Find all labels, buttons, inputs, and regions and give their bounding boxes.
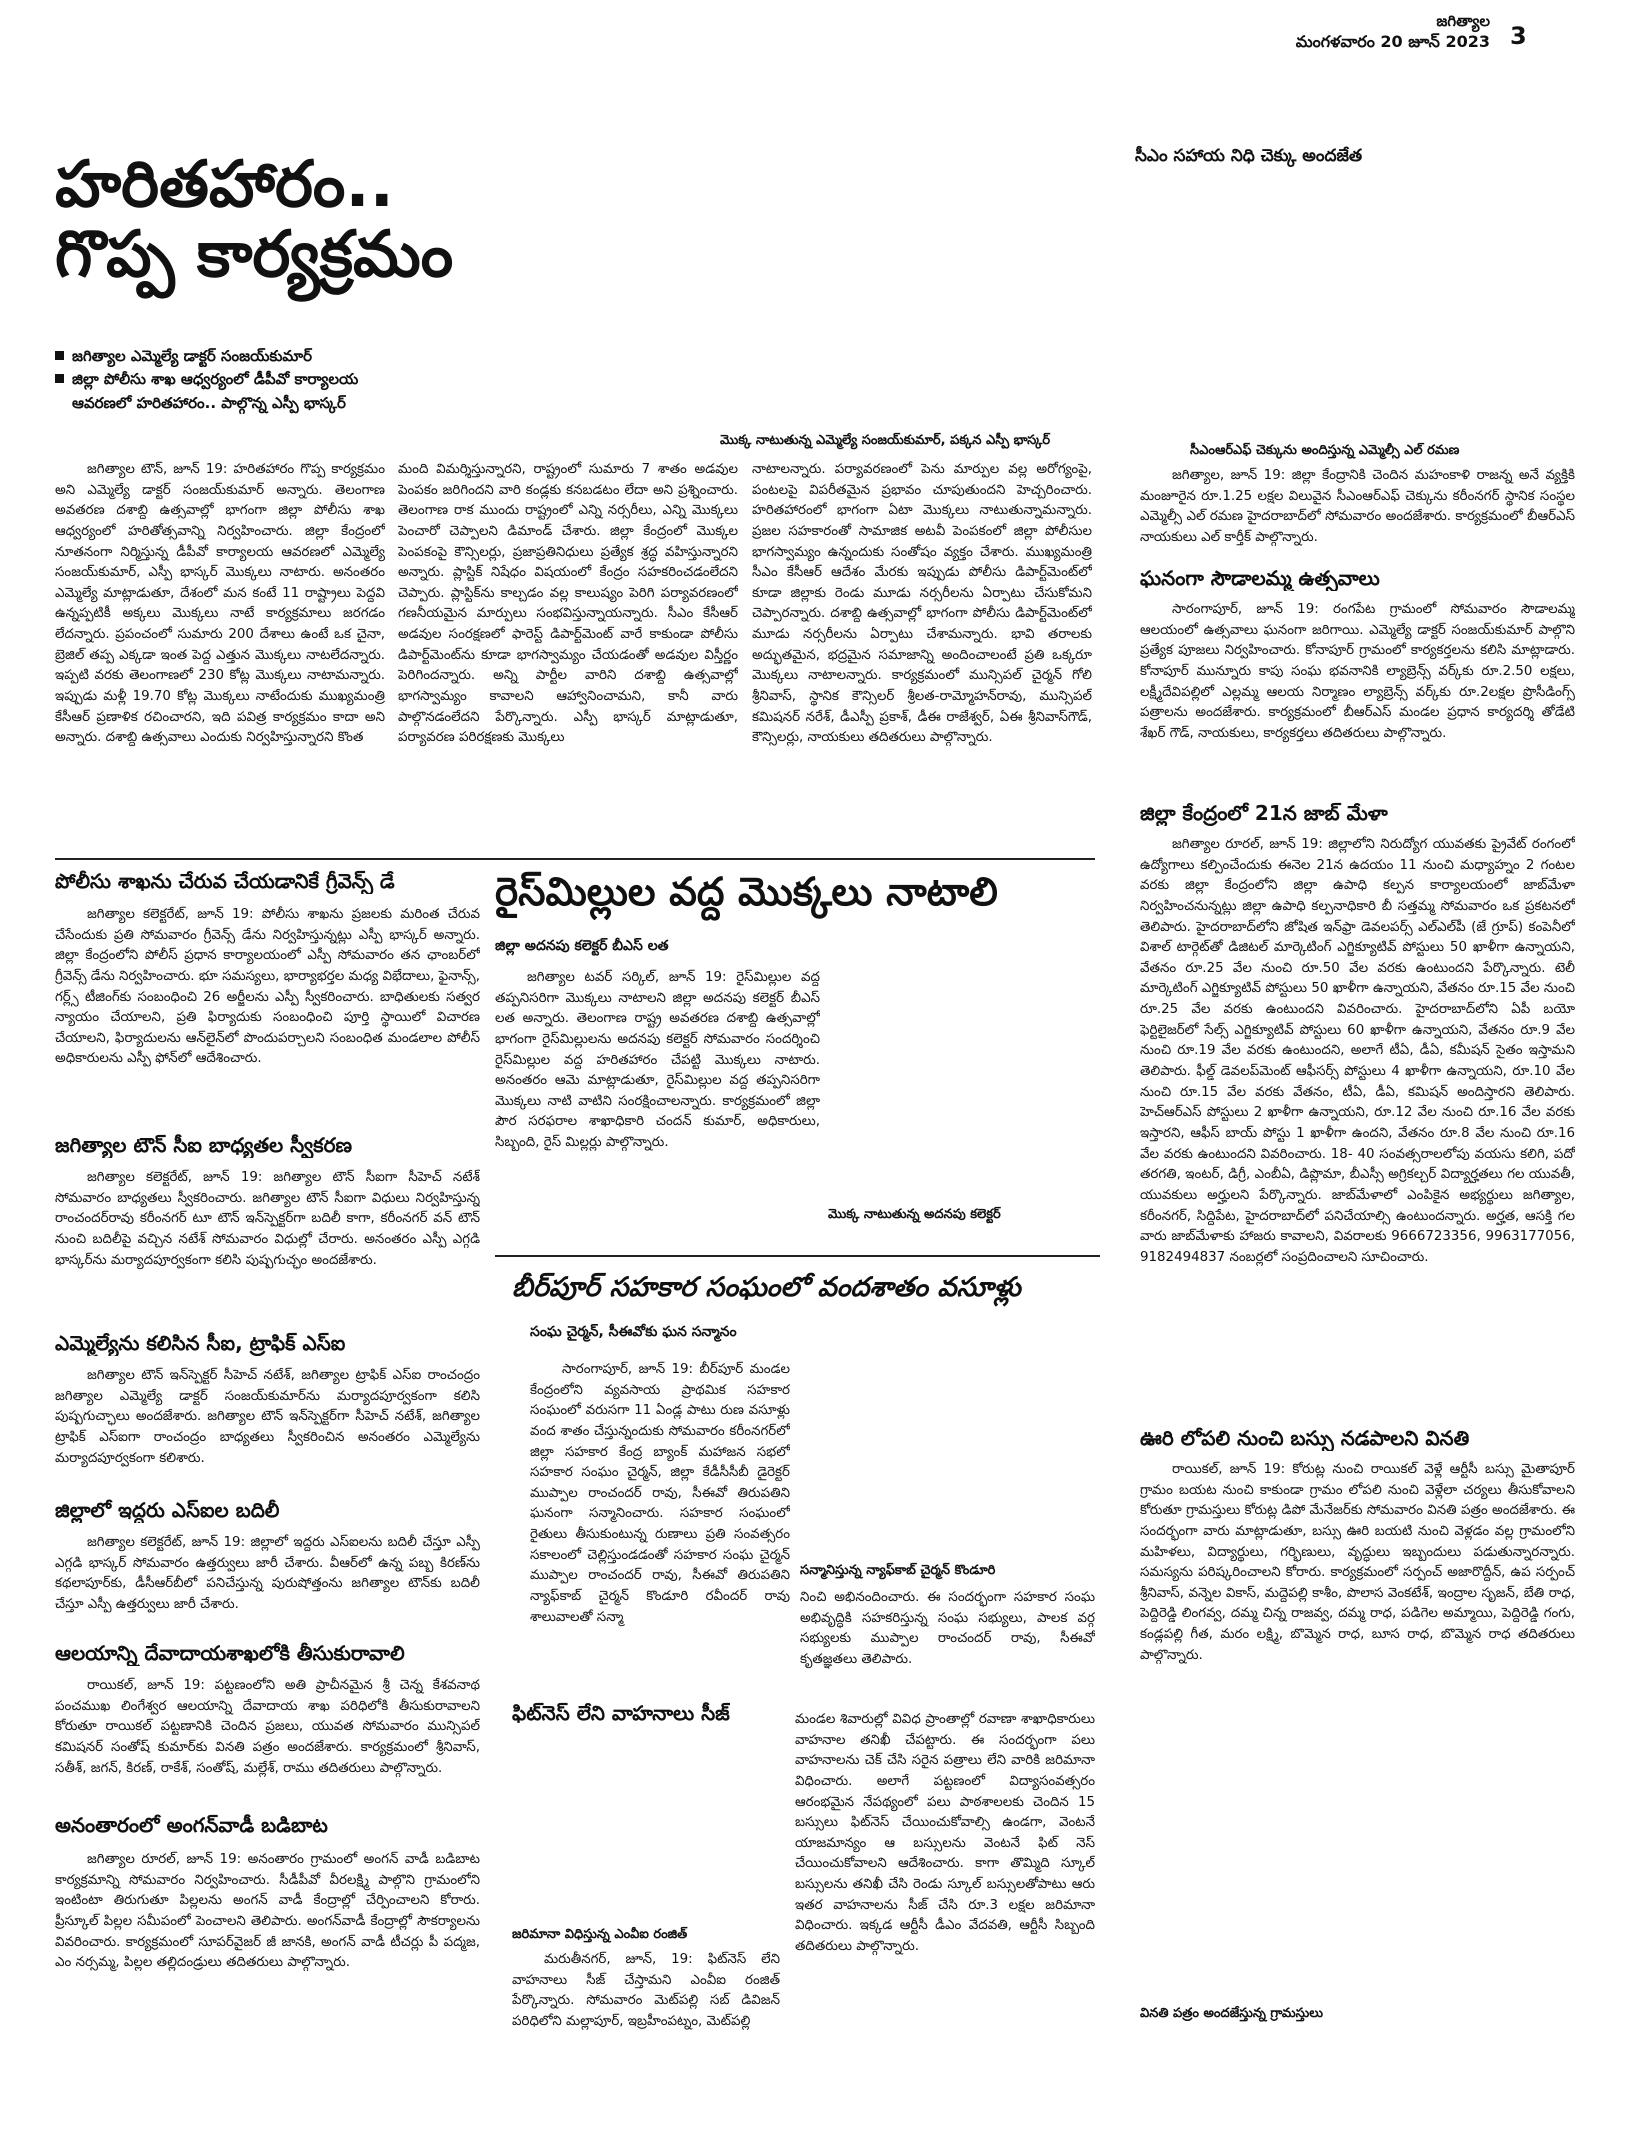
edition-name: జగిత్యాల (1436, 12, 1490, 30)
bullet-item: జగిత్యాల ఎమ్మెల్యే డాక్టర్‌ సంజయ్‌కుమార్‌ (55, 345, 358, 368)
rice-mill-headline: రైస్‌మిల్లుల వద్ద మొక్కలు నాటాలి (495, 870, 998, 915)
issue-date: మంగళవారం 20 జూన్‌ 2023 (1295, 31, 1490, 51)
main-story-col1: జగిత్యాల టౌన్‌, జూన్‌ 19: హరితహారం గొప్ప కార్యక్రమం అని ఎమ్మెల్యే డాక్టర్‌ సంజయ్‌కుమార్‌ అన్నారు. తెలంగాణ అవతరణ దశాబ్ది ఉత్సవాల్లో భాగంగా జిల్లా పోలీసు శాఖ ఆధ్వర్యంలో హరితోత్సవాన్ని నిర్వహించారు. జిల్లా కేంద్రంలో నూతనంగా నిర్మిస్తున్న డీపీవో కార్యాలయ ఆవరణలో ఎమ్మెల్యే సంజయ్‌కుమార్‌, ఎస్పీ భాస్కర్‌ మొక్కలు నాటారు. అనంతరం ఎమ్మెల్యే మాట్లాడుతూ, దేశంలో మన కంటే 11 రాష్ట్రాలు పెద్దవి ఉన్నప్పటికీ అక్కలు మొక్కలు నాటే కార్యక్రమాలు జరగడం లేదన్నారు. ప్రపంచంలో సుమారు 200 దేశాలు ఉంటే ఒక చైనా, బ్రెజిల్‌ తప్ప ఎక్కడా ఇంత పెద్ద ఎత్తున మొక్కలు నాటలేదన్నారు. ఇప్పటి వరకు తెలంగాణలో 230 కోట్ల మొక్కలు నాటామన్నారు. ఇప్పుడు మళ్లీ 19.70 కోట్ల మొక్కలు నాటేందుకు ముఖ్యమంత్రి కేసీఆర్‌ ప్రణాళిక రచించారని, ఇది పవిత్ర కార్యక్రమం కాదా అని అన్నారు. దశాబ్ది ఉత్సవాలు ఎందుకు నిర్వహిస్తున్నారని కొంత (55, 462, 385, 746)
anganwadi-body: జగిత్యాల రూరల్‌, జూన్‌ 19: అనంతారం గ్రామంలో అంగన్‌ వాడీ బడిబాట కార్యక్రమాన్ని సోమవారం నిర్వహించారు. సీడీపీవో వీరలక్ష్మి పాల్గొని గ్రామంలోని ఇంటింటా తిరుగుతూ పిల్లలను అంగన్‌ వాడీ కేంద్రాల్లో చేర్పించాలని కోరారు. ప్రీస్కూల్‌ పిల్లల సమీపంలో పెంచాలని తెలిపారు. అంగన్‌వాడీ కేంద్రాల్లో సౌకర్యాలను వివరించారు. కార్యక్రమంలో సూపర్‌వైజర్‌ జీ జానకి, అంగన్‌ వాడీ టీచర్లు పీ పద్మజ, ఎం నర్సమ్మ, పిల్లల తల్లిదండ్రులు తదితరులు పాల్గొన్నారు. (55, 1852, 480, 1971)
beerpur-col1: సారంగాపూర్‌, జూన్‌ 19: బీర్‌పూర్‌ మండల కేంద్రంలోని వ్యవసాయ ప్రాథమిక సహకార సంఘంలో వరుసగా 11 ఏండ్ల పాటు రుణ వసూళ్లు వంద శాతం చేస్తున్నందుకు సోమవారం కరీంనగర్‌లో జిల్లా సహకార కేంద్ర బ్యాంక్‌ మహాజన సభలో సహకార సంఘం చైర్మన్‌, జిల్లా కేడీసీసీబీ డైరెక్టర్‌ ముప్పాల రాంచందర్‌ రావు, సీఈవో తిరుపతిని ఘనంగా సన్మానించారు. సహకార సంఘంలో రైతులు తీసుకుంటున్న రుణాలు ప్రతి సంవత్సరం సకాలంలో చెల్లిస్తుండడంతో సహకార సంఘ చైర్మన్‌ ముప్పాల రాంచందర్‌ రావు, సీఈవో తిరుపతిని న్యాఫ్‌కాబ్‌ చైర్మన్‌ కొండూరి రవీందర్‌ రావు శాలువాలతో సన్మా (530, 1362, 790, 1625)
bus-body: రాయికల్‌, జూన్‌ 19: కోరుట్ల నుంచి రాయికల్‌ వెళ్లే ఆర్టీసీ బస్సు మైతాపూర్‌ గ్రామం బయట నుంచి కాకుండా గ్రామం లోపలి నుంచి వెళ్లేలా చర్యలు తీసుకోవాలని కోరుతూ గ్రామస్తులు కోరుట్ల డిపో మేనేజర్‌కు సోమవారం వినతి పత్రం అందజేశారు. ఈ సందర్భంగా వారు మాట్లాడుతూ, బస్సు ఊరి బయటి నుంచి వెళ్లడం వల్ల గ్రామంలోని మహిళలు, విద్యార్థులు, గర్భిణులు, వృద్ధులు ఇబ్బందులు పడుతున్నారన్నారు. సమస్యను పరిష్కరించాలని కోరారు. కార్యక్రమంలో సర్పంచ్‌ అజారొద్దీన్‌, ఉప సర్పంచ్‌ శ్రీనివాస్‌, వన్నెల వికాస్‌, మద్దెపల్లి కాశీం, పొలాస వెంకటేశ్‌, ఇంద్రాల సృజన్‌, బేతి రాధ, పెద్దిరెడ్డి లింగవ్వ, దమ్మ చిన్న రాజవ్వ, దమ్మ రాధ, పడిగెల అమ్మాయి, పెద్దిరెడ్డి గంగు, కండ్లపల్లి గీత, మరం లక్ష్మి, బొమ్మెన రాధ, బూస రాధ, బొమ్మెన రాధ తదితరులు పాల్గొన్నారు. (1140, 1462, 1575, 1663)
rice-mill-photo-caption: మొక్క నాటుతున్న అదనపు కలెక్టర్‌ (828, 1207, 1001, 1222)
festival-heading: ఘనంగా సౌడాలమ్మ ఉత్సవాలు (1140, 566, 1380, 590)
cmrf-body: జగిత్యాల, జూన్‌ 19: జిల్లా కేంద్రానికి చెందిన మహంకాళి రాజన్న అనే వ్యక్తికి మంజూరైన రూ.1.25 లక్షల విలువైన సీఎంఆర్‌ఎఫ్‌ చెక్కును కరీంనగర్‌ స్థానిక సంస్థల ఎమ్మెల్సీ ఎల్‌ రమణ హైదరాబాద్‌లో సోమవారం అందజేశారు. కార్యక్రమంలో బీఆర్‌ఎస్‌ నాయకులు ఎల్‌ కార్తీక్‌ పాల్గొన్నారు. (1140, 468, 1575, 545)
beerpur-subhead: సంఘ చైర్మన్‌, సీఈవోకు ఘన సన్మానం (530, 1324, 737, 1340)
job-mela-body: జగిత్యాల రూరల్‌, జూన్‌ 19: జిల్లాలోని నిరుద్యోగ యువతకు ప్రైవేట్‌ రంగంలో ఉద్యోగాలు కల్పించేందుకు ఈనెల 21న ఉదయం 11 నుంచి మధ్యాహ్నం 2 గంటల వరకు జిల్లా కేంద్రంలోని జిల్లా ఉపాధి కల్పన కార్యాలయంలో జాబ్‌మేళా నిర్వహించనున్నట్లు జిల్లా ఉపాధి కల్పనాధికారి బీ సత్తమ్మ సోమవారం ఒక ప్రకటనలో తెలిపారు. హైదరాబాద్‌లోని జోషిత ఇన్‌ఫ్రా డెవలపర్స్‌ ఎల్‌ఎల్‌పీ (జే గ్రూప్‌) కంపెనీలో విశాల్‌ టార్గెట్‌తో డిజిటల్‌ మార్కెటింగ్‌ ఎగ్జిక్యూటివ్‌ పోస్టులు 50 ఖాళీగా ఉన్నాయని, వేతనం రూ.25 వేల నుంచి రూ.50 వేల వరకు ఉంటుందని పేర్కొన్నారు. టెలీ మార్కెటింగ్‌ ఎగ్జిక్యూటివ్‌ పోస్టులు 50 ఖాళీగా ఉన్నాయని, వేతనం రూ.15 వేల నుంచి రూ.25 వేల వరకు ఉంటుందని వివరించారు. హైదరాబాద్‌లోని ఏపీ బయో ఫెర్టిలైజర్‌లో సేల్స్‌ ఎగ్జిక్యూటివ్‌ పోస్టులు 60 ఖాళీగా ఉన్నాయని, వేతనం రూ.9 వేల నుంచి రూ.19 వేల వరకు ఉంటుందని, అలాగే టీఏ, డీఏ, కమీషన్‌ సైతం ఇస్తామని తెలిపారు. ఫీల్డ్‌ డెవలప్‌మెంట్‌ ఆఫీసర్స్‌ పోస్టులు 4 ఖాళీగా ఉన్నాయని, రూ.10 వేల నుంచి రూ.15 వేల వరకు వేతనం, టీఏ, డీఏ, కమిషన్‌ అందిస్తారని తెలిపారు. హెచ్‌ఆర్‌ఎస్‌ పోస్టులు 2 ఖాళీగా ఉన్నాయని, రూ.12 వేల నుంచి రూ.16 వేల వరకు ఇస్తారని, ఆఫీస్‌ బాయ్‌ పోస్టు 1 ఖాళీగా ఉందని, వేతనం రూ.8 వేల నుంచి రూ.16 వేల వరకు ఉంటుందని వివరించారు. 18- 40 సంవత్సరాలలోపు వయసు కలిగి, పదో తరగతి, ఇంటర్‌, డిగ్రీ, ఎంబీఏ, డిప్లొమా, బీఎస్సీ అగ్రికల్చర్‌ విద్యార్హతలు గల యువతీ, యువకులు అర్హులని పేర్కొన్నారు. జాబ్‌మేళాలో ఎంపికైన అభ్యర్థులు జగిత్యాల, కరీంనగర్‌, సిద్దిపేట, హైదరాబాద్‌లో పనిచేయాల్సి ఉంటుందన్నారు. అర్హత, ఆసక్తి గల వారు జాబ్‌మేళాకు హాజరు కావాలని, వివరాలకు 9666723356, 9963177056, 9182494837 నంబర్లలో సంప్రదించాలని సూచించారు. (1140, 837, 1575, 1265)
section-divider (55, 858, 1095, 860)
vehicle-photo-caption: జరిమానా విధిస్తున్న ఎంవీఐ రంజిత్‌ (512, 1927, 688, 1942)
bullet-item: జిల్లా పోలీసు శాఖ ఆధ్వర్యంలో డీపీవో కార్యాలయ (55, 368, 358, 391)
vehicle-col2: మండల శివారుల్లో వివిధ ప్రాంతాల్లో రవాణా శాఖాధికారులు వాహనాల తనిఖీ చేపట్టారు. ఈ సందర్భంగా పలు వాహనాలను చెక్‌ చేసి సరైన పత్రాలు లేని వారికి జరిమానా విధించారు. అలాగే పట్టణంలో విద్యాసంవత్సరం ఆరంభమైన నేపథ్యంలో పలు పాఠశాలలకు చెందిన 15 బస్సులు ఫిట్‌నెస్‌ చేయించుకోవాల్సి ఉండగా, వెంటనే యాజమాన్యం ఆ బస్సులను వెంటనే ఫిట్‌ నెస్‌ చేయించుకోవాలని ఆదేశించారు. కాగా తొమ్మిది స్కూల్‌ బస్సులను తనిఖీ చేసి రెండు స్కూల్‌ బస్సులతోపాటు ఆరు ఇతర వాహనాలను సీజ్‌ చేసి రూ.3 లక్షల జరిమానా విధించారు. ఇక్కడ ఆర్టీసీ డీఎం వేదవతి, ఆర్టీసీ సిబ్బంది తదితరులు పాల్గొన్నారు. (795, 1712, 1095, 1955)
page-number: 3 (1510, 22, 1527, 50)
grievance-body: జగిత్యాల కలెక్టరేట్‌, జూన్‌ 19: పోలీసు శాఖను ప్రజలకు మరింత చేరువ చేసేందుకు ప్రతి సోమవారం గ్రీవెన్స్‌ డేను నిర్వహిస్తున్నట్లు ఎస్పీ భాస్కర్‌ అన్నారు. జిల్లా కేంద్రంలోని పోలీస్‌ ప్రధాన కార్యాలయంలో ఎస్పీ సోమవారం తన ఛాంబర్‌లో గ్రీవెన్స్‌ డేను నిర్వహించారు. భూ సమస్యలు, భార్యాభర్తల మధ్య విభేదాలు, ఫైనాన్స్‌, గర్ల్స్‌ టీజింగ్‌కు సంబంధించి 26 అర్జీలను ఎస్పీ స్వీకరించారు. బాధితులకు సత్వర న్యాయం చేయాలని, ప్రతి ఫిర్యాదుకు సంబంధించి పూర్తి స్థాయిలో విచారణ చేయాలని, ఫిర్యాదులను ఆన్‌లైన్‌లో పొందుపర్చాలని సంబంధిత మండలాల పోలీస్‌ అధికారులను ఎస్పీ ఫోన్‌లో ఆదేశించారు. (55, 907, 480, 1067)
job-mela-heading: జిల్లా కేంద్రంలో 21న జాబ్‌ మేళా (1140, 801, 1388, 825)
masthead (1140, 12, 1490, 52)
main-headline (55, 150, 453, 291)
bullet-square-icon (55, 374, 64, 383)
si-transfer-heading: జిల్లాలో ఇద్దరు ఎస్‌ఐల బదిలీ (55, 1498, 280, 1522)
bullet-square-icon (55, 351, 64, 360)
main-headline-line1: హరితహారం.. (55, 148, 394, 222)
festival-body: సారంగాపూర్‌, జూన్‌ 19: రంగపేట గ్రామంలో సోమవారం సౌడాలమ్మ ఆలయంలో ఉత్సవాలు ఘనంగా జరిగాయి. ఎమ్మెల్యే డాక్టర్‌ సంజయ్‌కుమార్‌ పాల్గొని ప్రత్యేక పూజలు నిర్వహించారు. కోనాపూర్‌ గ్రామంలో కార్యకర్తలను కలిసి మాట్లాడారు. కోనాపూర్‌ మున్నూరు కాపు సంఘ భవనానికి ల్యాబ్రెన్స్‌ వర్క్‌కు రూ.2.50 లక్షలు, లక్ష్మీదేవిపల్లిలో ఎల్లమ్మ ఆలయ నిర్మాణం ల్యాబ్రెన్స్‌ వర్క్‌కు రూ.2లక్షల ప్రొసీడింగ్స్‌ పత్రాలను అందజేశారు. కార్యక్రమంలో బీఆర్‌ఎస్‌ మండల ప్రధాన కార్యదర్శి తోడేటి శేఖర్‌ గౌడ్‌, నాయకులు, కార్యకర్తలు తదితరులు పాల్గొన్నారు. (1140, 602, 1575, 741)
temple-body: రాయికల్‌, జూన్‌ 19: పట్టణంలోని అతి ప్రాచీనమైన శ్రీ చెన్న కేశవనాథ పంచముఖ లింగేశ్వర ఆలయాన్ని దేవాదాయ శాఖ పరిధిలోకి తీసుకురావాలని కోరుతూ రాయికల్‌ పట్టణానికి చెందిన ప్రజలు, యువత సోమవారం మున్సిపల్‌ కమిషనర్‌ సంతోష్‌ కుమార్‌కు వినతి పత్రం అందజేశారు. కార్యక్రమంలో శ్రీనివాస్‌, సతీశ్‌, జగన్‌, కిరణ్‌, రాకేశ్‌, సంతోష్‌, మల్లేశ్‌, రాము తదితరులు పాల్గొన్నారు. (55, 1678, 480, 1776)
rice-mill-subhead: జిల్లా అదనపు కలెక్టర్‌ బీఎస్‌ లత (495, 938, 669, 954)
vehicle-headline: ఫిట్‌నెస్‌ లేని వాహనాలు సీజ్‌ (512, 1701, 730, 1725)
temple-heading: ఆలయాన్ని దేవాదాయశాఖలోకి తీసుకురావాలి (55, 1641, 405, 1665)
mla-meet-heading: ఎమ్మెల్యేను కలిసిన సీఐ, ట్రాఫిక్‌ ఎస్‌ఐ (55, 1331, 346, 1355)
si-transfer-body: జగిత్యాల కలెక్టరేట్‌, జూన్‌ 19: జిల్లాలో ఇద్దరు ఎస్‌ఐలను బదిలీ చేస్తూ ఎస్పీ ఎగ్గడి భాస్కర్‌ సోమవారం ఉత్తర్వులు జారీ చేశారు. వీఆర్‌లో ఉన్న పబ్బ కిరణ్‌ను కథలాపూర్‌కు, డీసీఆర్‌బీలో పనిచేస్తున్న పురుషోత్తంను జగిత్యాల టౌన్‌కు బదిలీ చేస్తూ ఎస్పీ ఉత్తర్వులు జారీ చేశారు. (55, 1535, 480, 1612)
ci-body: జగిత్యాల కలెక్టరేట్‌, జూన్‌ 19: జగిత్యాల టౌన్‌ సీఐగా సీహెచ్‌ నటేశ్‌ సోమవారం బాధ్యతలు స్వీకరించారు. జగిత్యాల టౌన్‌ సీఐగా విధులు నిర్వహిస్తున్న రాంచందర్‌రావు కరీంనగర్‌ టూ టౌన్‌ ఇన్‌స్పెక్టర్‌గా బదిలీ కాగా, కరీంనగర్‌ వన్‌ టౌన్‌ నుంచి బదిలీపై వచ్చిన నటేశ్‌ సోమవారం విధుల్లో చేరారు. అనంతరం ఎస్పీ ఎగ్గడి భాస్కర్‌ను మర్యాదపూర్వకంగా కలిసి పుష్పగుచ్ఛం అందజేశారు. (55, 1170, 480, 1268)
grievance-heading: పోలీసు శాఖను చేరువ చేయడానికే గ్రీవెన్స్‌ డే (55, 869, 395, 893)
section-divider (495, 1255, 1100, 1257)
bullet-item: ఆవరణలో హరితహారం.. పాల్గొన్న ఎస్పీ భాస్కర్‌ (72, 393, 346, 412)
beerpur-col2: నించి అభినందించారు. ఈ సందర్భంగా సహకార సంఘ అభివృద్ధికి సహకరిస్తున్న సంఘ సభ్యులు, పాలక వర్గ సభ్యులకు ముప్పాల రాంచందర్‌ రావు, సీఈవో కృతజ్ఞతలు తెలిపారు. (800, 1590, 1095, 1667)
beerpur-headline: బీర్‌పూర్‌ సహకార సంఘంలో వందశాతం వసూళ్లు (512, 1272, 1021, 1303)
mla-meet-body: జగిత్యాల టౌన్‌ ఇన్‌స్పెక్టర్‌ సీహెచ్‌ నటేశ్‌, జగిత్యాల ట్రాఫిక్‌ ఎస్‌ఐ రాంచంద్రం జగిత్యాల ఎమ్మెల్యే డాక్టర్‌ సంజయ్‌కుమార్‌ను మర్యాదపూర్వకంగా కలిసి పుష్పగుచ్ఛాలు అందజేశారు. జగిత్యాల టౌన్‌ ఇన్‌స్పెక్టర్‌గా సీహెచ్‌ నటేశ్‌, జగిత్యాల ట్రాఫిక్‌ ఎస్‌ఐగా రాంచంద్రం బాధ్యతలు స్వీకరించిన అనంతరం ఎమ్మెల్యేను మర్యాదపూర్వకంగా కలిశారు. (55, 1368, 480, 1466)
bus-photo-caption: వినతి పత్రం అందజేస్తున్న గ్రామస్తులు (1140, 2006, 1324, 2021)
main-story-col2: మంది విమర్శిస్తున్నారని, రాష్ట్రంలో సుమారు 7 శాతం అడవుల పెంపకం జరిగిందని వారి కండ్లకు కనబడటం లేదా అని ప్రశ్నించారు. తెలంగాణ రాక ముందు రాష్ట్రంలో ఎన్ని నర్సరీలు, ఎన్ని మొక్కలు పెంచారో చెప్పాలని డిమాండ్‌ చేశారు. జిల్లా కేంద్రంలో మొక్కల పెంపకంపై కౌన్సిలర్లు, ప్రజాప్రతినిధులు ప్రత్యేక శ్రద్ధ వహిస్తున్నారని అన్నారు. ప్లాస్టిక్‌ నిషేధం విషయంలో కేంద్రం సహకరించడంలేదని చెప్పారు. ప్లాస్టిక్‌ను కాల్చడం వల్ల కాలుష్యం పెరిగి పర్యావరణంలో గణనీయమైన మార్పులు సంభవిస్తున్నాయన్నారు. సీఎం కేసీఆర్‌ అడవుల సంరక్షణలో ఫారెస్ట్‌ డిపార్ట్‌మెంట్‌ వారే కాకుండా పోలీసు డిపార్ట్‌మెంట్‌ను కూడా భాగస్వామ్యం చేయడంతో అడవుల విస్తీర్ణం పెరిగిందన్నారు. అన్ని పార్టీల వారిని దశాబ్ది ఉత్సవాల్లో భాగస్వామ్యం కావాలని ఆహ్వానించామని, కానీ వారు పాల్గొనడంలేదని పేర్కొన్నారు. ఎస్పీ భాస్కర్‌ మాట్లాడుతూ, పర్యావరణ పరిరక్షణకు మొక్కలు (398, 462, 738, 746)
main-story-col3: నాటాలన్నారు. పర్యావరణంలో పెను మార్పుల వల్ల అరోగ్యంపై, పంటలపై విపరీతమైన ప్రభావం చూపుతుందని హెచ్చరించారు. హరితహారంలో భాగంగా ఏటా మొక్కలు నాటుతున్నామన్నారు. ప్రజల సహకారంతో సామాజిక అటవీ పెంపకంలో జిల్లా పోలీసుల భాగస్వామ్యం ఉన్నందుకు సంతోషం వ్యక్తం చేశారు. ముఖ్యమంత్రి సీఎం కేసీఆర్‌ ఆదేశం మేరకు ఇప్పుడు పోలీసు డిపార్ట్‌మెంట్‌లో కూడా జిల్లాకు రెండు మూడు నర్సరీలను ఏర్పాటు చేసుకోమని చెప్పారన్నారు. దశాబ్ది ఉత్సవాల్లో భాగంగా పోలీసు డిపార్ట్‌మెంట్‌లో మూడు నర్సరీలను ఏర్పాటు చేశామన్నారు. భావి తరాలకు అద్భుతమైన, భద్రమైన సమాజాన్ని అందించాలంటే ప్రతి ఒక్కరూ మొక్కలు నాటాలన్నారు. కార్యక్రమంలో మున్సిపల్‌ చైర్మన్‌ గోలి శ్రీనివాస్‌, స్థానిక కౌన్సిలర్‌ శ్రీలత-రామ్మోహన్‌రావు, మున్సిపల్‌ కమిషనర్‌ నరేశ్‌, డీఎస్పీ ప్రకాశ్‌, డీఈ రాజేశ్వర్‌, ఏఈ శ్రీనివాస్‌గౌడ్‌, కౌన్సిలర్లు, నాయకులు తదితరులు పాల్గొన్నారు. (752, 462, 1092, 746)
main-headline-line2: గొప్ప కార్యక్రమం (55, 218, 454, 293)
cmrf-heading: సీఎం సహాయ నిధి చెక్కు అందజేత (1135, 146, 1363, 166)
main-bullets (55, 345, 358, 415)
cmrf-photo-caption: సీఎంఆర్‌ఎఫ్‌ చెక్కును అందిస్తున్న ఎమ్మెల్సీ ఎల్‌ రమణ (1190, 443, 1460, 458)
anganwadi-heading: అనంతారంలో అంగన్‌వాడీ బడిబాట (55, 1813, 328, 1837)
ci-heading: జగిత్యాల టౌన్‌ సీఐ బాధ్యతల స్వీకరణ (55, 1133, 352, 1157)
rice-mill-body: జగిత్యాల టవర్‌ సర్కిల్‌, జూన్‌ 19: రైస్‌మిల్లుల వద్ద తప్పనిసరిగా మొక్కలు నాటాలని జిల్లా అదనపు కలెక్టర్‌ బీఎస్‌ లత అన్నారు. తెలంగాణ రాష్ట్ర అవతరణ దశాబ్ది ఉత్సవాల్లో భాగంగా రైస్‌మిల్లులను అదనపు కలెక్టర్‌ సోమవారం సందర్శించి రైస్‌మిల్లుల వద్ద హరితహారం చేపట్టి మొక్కలు నాటారు. అనంతరం ఆమె మాట్లాడుతూ, రైస్‌మిల్లుల వద్ద తప్పనిసరిగా మొక్కలు నాటి వాటిని సంరక్షించాలన్నారు. కార్యక్రమంలో జిల్లా పౌర సరఫరాల శాఖాధికారి చందన్‌ కుమార్‌, అధికారులు, సిబ్బంది, రైస్‌ మిల్లర్లు పాల్గొన్నారు. (495, 970, 820, 1151)
vehicle-col1: మరుతీనగర్‌, జూన్‌, 19: ఫిట్‌నెస్‌ లేని వాహనాలు సీజ్‌ చేస్తామని ఎంవీఐ రంజిత్‌ పేర్కొన్నారు. సోమవారం మెట్‌పల్లి సబ్‌ డివిజన్‌ పరిధిలోని మల్లాపూర్‌, ఇబ్రహీంపట్నం, మెట్‌పల్లి (512, 1952, 780, 2029)
beerpur-photo-caption: సన్మానిస్తున్న న్యాఫ్‌కాబ్‌ చైర్మన్‌ కొండూరి (800, 1563, 996, 1578)
main-photo-caption: మొక్క నాటుతున్న ఎమ్మెల్యే సంజయ్‌కుమార్‌, పక్కన ఎస్పీ భాస్కర్‌ (720, 433, 1051, 448)
bus-heading: ఊరి లోపలి నుంచి బస్సు నడపాలని వినతి (1140, 1426, 1470, 1450)
